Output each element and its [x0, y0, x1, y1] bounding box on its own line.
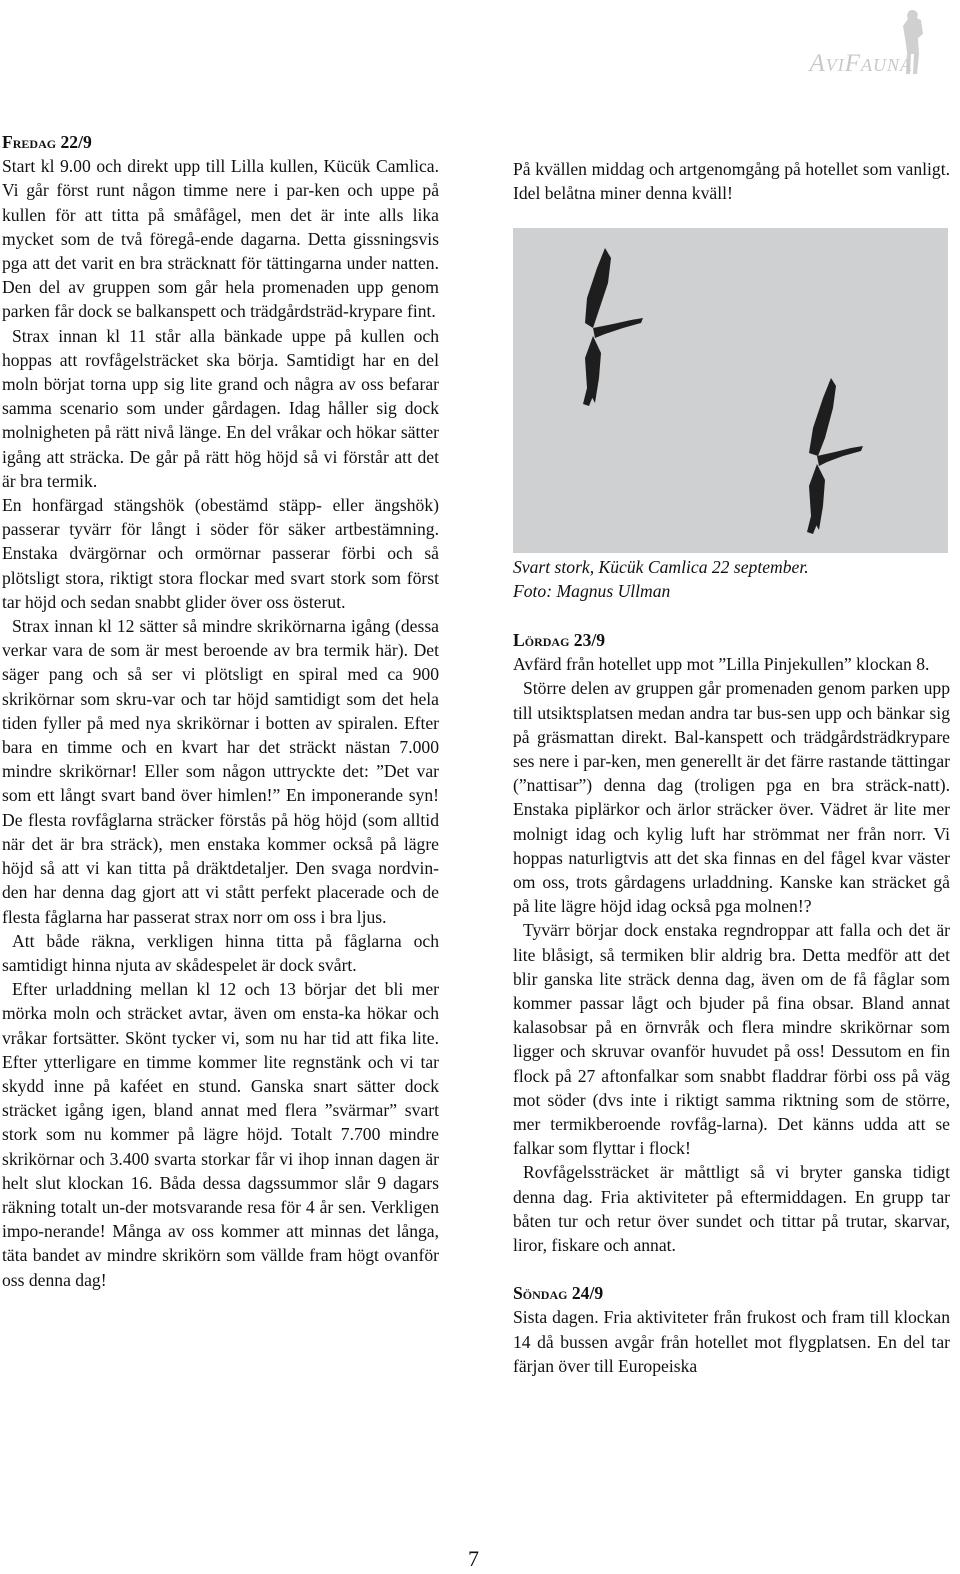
stork-silhouettes — [513, 228, 948, 553]
paragraph: Att både räkna, verkligen hinna titta på fåglarna och samtidigt hinna njuta av skådespelet är dock svårt. — [2, 930, 439, 975]
stork-photo — [513, 228, 948, 553]
paragraph: Strax innan kl 11 står alla bänkade uppe på kullen och hoppas att rovfågelsträcket ska börja. Samtidigt har en del moln börjat torna upp sig lite grand och några av oss befarar samma scenario som under gårdagen. Idag håller sig dock molnigheten på rätt nivå länge. En del vråkar och hökar sätter igång att sträcka. De går på rätt hög höjd så vi förstår att det är bra termik. — [2, 325, 439, 491]
section-heading-sunday: Söndag 24/9 — [513, 1283, 604, 1304]
photo-credit: Foto: Magnus Ullman — [513, 581, 671, 602]
right-column-lower — [513, 628, 950, 1378]
paragraph: Tyvärr börjar dock enstaka regndroppar att falla och det är lite blåsigt, så termiken blir aldrig bra. Detta medför att det blir ganska lite sträck denna dag, även om de få fåglar som kommer passar lågt och bjuder på fina obsar. Bland annat kalasobsar på en örnvråk och flera mindre skrikörnar som ligger och skruvar ovanför huvudet på oss! Dessutom en fin flock på 27 aftonfalkar som snabbt fladdrar förbi oss på väg mot söder (dvs inte i riktigt samma riktning som de större, mer termikberoende rovfåg-larna). Det känns udda att se falkar som flyttar i flock! — [513, 920, 950, 1159]
stork-upper — [583, 248, 643, 406]
caption-text: Svart stork, Kücük Camlica 22 september. — [513, 557, 809, 577]
paragraph: Sista dagen. Fria aktiviteter från frukost och fram till klockan 14 då bussen avgår från hotellet mot flygplatsen. En del tar färjan över till Europeiska — [513, 1307, 950, 1376]
left-column — [2, 130, 439, 1292]
section-heading-friday: Fredag 22/9 — [2, 132, 92, 152]
paragraph: En honfärgad stängshök (obestämd stäpp- eller ängshök) passerar tyvärr för långt i söder för säker artbestämning. Enstaka dvärgörnar och ormörnar passerar förbi och så plötsligt stora, riktigt stora flockar med svart stork som först tar höjd och sedan snabbt glider över oss österut. — [2, 495, 439, 612]
page-number: 7 — [468, 1546, 479, 1571]
paragraph: Större delen av gruppen går promenaden genom parken upp till utsiktsplatsen medan andra tar bus-sen upp och bänkar sig på gräsmattan direkt. Bal-kanspett och trädgårdsträdkrypare ses nere i par-ken, men generellt är det färre rastande tättingar (”nattisar”) denna dag (troligen pga en bra sträck-natt). Enstaka piplärkor och ärlor sträcker över. Vädret är lite mer molnigt idag och kylig luft har strömmat ner från norr. Vi hoppas naturligtvis att det ska finnas en del fågel kvar väster om oss, trots gårdagens urladdning. Kanske kan sträcket gå på lite lägre höjd idag också pga molnen!? — [513, 678, 950, 917]
paragraph: Rovfågelssträcket är måttligt så vi bryter ganska tidigt denna dag. Fria aktiviteter på eftermiddagen. En grupp tar båten tur och retur över sundet och tittar på trutar, skarvar, liror, fiskare och annat. — [513, 1162, 950, 1256]
logo-text: AviFauna — [809, 50, 912, 77]
paragraph: Avfärd från hotellet upp mot ”Lilla Pinjekullen” klockan 8. — [513, 654, 930, 675]
photo-caption — [513, 555, 953, 603]
paragraph: Efter urladdning mellan kl 12 och 13 börjar det bli mer mörka moln och sträcket avtar, även om ensta-ka hökar och vråkar fortsätter. Skönt tycker vi, som nu har tid att fika lite. Efter ytterligare en timme kommer lite regnstänk och vi tar skydd inne på kaféet en stund. Ganska snart sätter dock sträcket igång igen, bland annat med flera ”svärmar” svart stork som nu kommer på lägre höjd. Totalt 7.700 mindre skrikörnar och 3.400 svarta storkar får vi ihop innan dagen är helt slut klockan 16. Båda dessa dagssummor slår 9 dagars räkning totalt un-der motsvarande resa för 4 år sen. Verkligen impo-nerande! Många av oss kommer att minnas det långa, täta bandet av mindre skrikörn som vällde fram högt ovanför oss denna dag! — [2, 979, 439, 1290]
section-heading-saturday: Lördag 23/9 — [513, 630, 606, 650]
stork-lower — [807, 378, 863, 534]
paragraph: Strax innan kl 12 sätter så mindre skrikörnarna igång (dessa verkar vara de som är mest beroende av bra termik här). Det säger pang och så ser vi plötsligt en spiral med ca 900 skrikörnar som skru-var och tar höjd samtidigt som det hela tiden fyller på med nya skrikörnar i botten av spiralen. Efter bara en timme och en kvart har det sträckt nästan 7.000 mindre skrikörnar! Eller som någon uttryckte det: ”Det var som ett långt svart band över himlen!” En imponerande syn! De flesta rovfåglarna sträcker förstås på hög höjd (som alltid när det är bra sträck), men enstaka kommer också på lägre höjd så att vi kan titta på dräktdetaljer. Den svaga nordvin-den har denna dag gjort att vi stått perfekt placerade och de flesta fåglarna har passerat strax norr om oss i bra ljus. — [2, 616, 439, 927]
paragraph: På kvällen middag och artgenomgång på hotellet som vanligt. Idel belåtna miner denna kväll! — [513, 159, 950, 204]
logo — [740, 4, 940, 84]
paragraph: Start kl 9.00 och direkt upp till Lilla kullen, Kücük Camlica. Vi går först runt någon timme nere i par-ken och uppe på kullen för att titta på småfågel, men det är inte alls lika mycket som de två föregå-ende dagarna. Detta gissningsvis pga att det varit en bra sträcknatt för tättingarna under natten. Den del av gruppen som går hela promenaden upp genom parken får dock se balkanspett och trädgårdsträd-krypare fint. — [2, 156, 439, 322]
right-column — [513, 157, 950, 205]
